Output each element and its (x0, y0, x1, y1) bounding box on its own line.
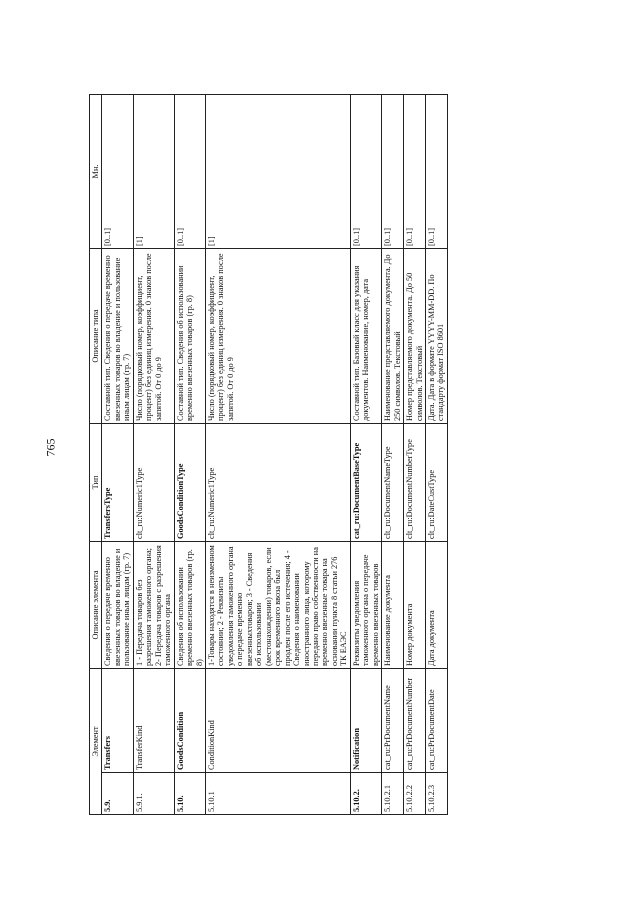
table-row (205, 94, 350, 814)
row-number: 5.10.2.3 (425, 773, 447, 815)
header-type-description: Описание типа (90, 248, 102, 423)
row-type: cat_ru:DocumentBaseType (350, 423, 381, 541)
row-description: Номер документа (404, 541, 426, 668)
row-description: Сведения об использовании временно ввезенных товаров (гр. 8) (174, 541, 205, 668)
row-multiplicity: [0..1] (404, 94, 426, 248)
row-number: 5.10.1 (205, 773, 350, 815)
row-type-description: Составной тип. Базовый класс для указания документов. Наименование, номер, дата (350, 248, 381, 423)
row-type-description: Составной тип. Сведения об использовании временно ввезенных товаров (гр. 8) (174, 248, 205, 423)
table-row (174, 94, 205, 814)
row-element: Transfers (102, 668, 133, 772)
row-type: clt_ru:DateCustType (425, 423, 447, 541)
row-number: 5.10.2.1 (382, 773, 404, 815)
row-type: clt_ru:Numeric1Type (133, 423, 174, 541)
row-multiplicity: [0..1] (382, 94, 404, 248)
row-description: 1 - Передача товаров без разрешения таможенного органа; 2- Передача товаров с разрешения таможенного органа (133, 541, 174, 668)
row-type: clt_ru:DocumentNameType (382, 423, 404, 541)
elements-table (89, 94, 448, 815)
table-row (133, 94, 174, 814)
row-type: clt_ru:Numeric1Type (205, 423, 350, 541)
row-multiplicity: [0..1] (174, 94, 205, 248)
row-number: 5.10. (174, 773, 205, 815)
row-multiplicity: [1] (205, 94, 350, 248)
row-number: 5.9. (102, 773, 133, 815)
row-element: GoodsCondition (174, 668, 205, 772)
header-multiplicity: Мн. (90, 94, 102, 248)
rotated-sheet (89, 95, 579, 815)
row-multiplicity: [0..1] (350, 94, 381, 248)
table-row (425, 94, 447, 814)
table-header-row (90, 94, 102, 814)
table-row (350, 94, 381, 814)
row-type-description: Число (порядковый номер, коэффициент, процент) без единиц измерения. 0 знаков после запятой. От 0 до 9 (205, 248, 350, 423)
row-type: GoodsConditionType (174, 423, 205, 541)
row-description: Сведения о передаче временно ввезенных товаров во владение и пользование иным лицам (гр. 7) (102, 541, 133, 668)
row-description: 1-Товары находятся в неизменном состоянии; 2 - Реквизиты уведомления таможенного органа о передаче временно ввезенныхтоваров; 3 - Сведения об использовании (местонахождении) товаров, если срок временного ввоза был продлен после его истечения; 4 - Сведения о наименовании иностранного лица, которому передано право собственности на временно ввезенные товара на основании пункта 8 статьи 276 ТК ЕАЭС (205, 541, 350, 668)
row-type-description: Номер представляемого документа. До 50 символов. Текстовый (404, 248, 426, 423)
row-description: Наименование документа (382, 541, 404, 668)
header-element: Элемент (90, 668, 102, 814)
row-type-description: Дата. Дата в формате YYYY-MM-DD. По стандарту формат ISO 8601 (425, 248, 447, 423)
table-row (404, 94, 426, 814)
row-element: cat_ru:PrDocumentName (382, 668, 404, 772)
row-description: Реквизиты уведомления таможенного органа о передаче временно ввезенных товаров (350, 541, 381, 668)
row-number: 5.9.1. (133, 773, 174, 815)
row-number: 5.10.2.2 (404, 773, 426, 815)
row-type: TransfersType (102, 423, 133, 541)
row-description: Дата документа (425, 541, 447, 668)
row-multiplicity: [0..1] (425, 94, 447, 248)
row-element: cat_ru:PrDocumentDate (425, 668, 447, 772)
row-element: Notification (350, 668, 381, 772)
header-type: Тип (90, 423, 102, 541)
row-type: clt_ru:DocumentNumberType (404, 423, 426, 541)
row-type-description: Составной тип. Сведения о передаче временно ввезенных товаров во владение и пользование иным лицам (гр. 7) (102, 248, 133, 423)
table-row (382, 94, 404, 814)
row-multiplicity: [0..1] (102, 94, 133, 248)
row-element: TransferKind (133, 668, 174, 772)
table-row (102, 94, 133, 814)
row-type-description: Число (порядковый номер, коэффициент, процент) без единиц измерения. 0 знаков после запятой. От 0 до 9 (133, 248, 174, 423)
row-number: 5.10.2. (350, 773, 381, 815)
row-element: ConditionKind (205, 668, 350, 772)
row-type-description: Наименование представляемого документа. До 250 символов. Текстовый (382, 248, 404, 423)
header-description: Описание элемента (90, 541, 102, 668)
row-multiplicity: [1] (133, 94, 174, 248)
page-number: 765 (43, 438, 58, 457)
row-element: cat_ru:PrDocumentNumber (404, 668, 426, 772)
